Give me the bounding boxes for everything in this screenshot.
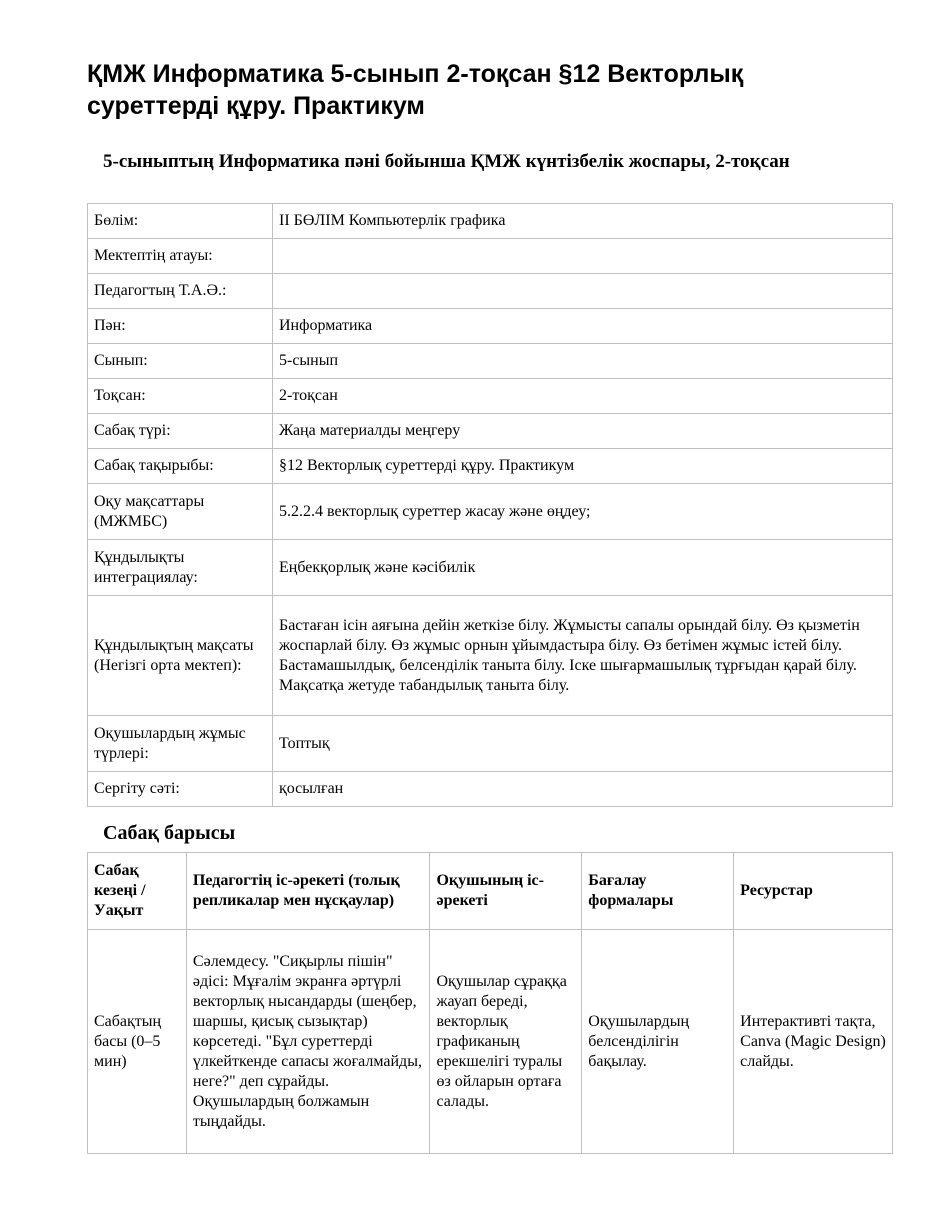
info-row bbox=[88, 274, 893, 309]
info-label: Сабақ тақырыбы: bbox=[88, 449, 273, 484]
info-row bbox=[88, 716, 893, 772]
info-label: Оқушылардың жұмыс түрлері: bbox=[88, 716, 273, 772]
info-label: Құндылықты интеграциялау: bbox=[88, 540, 273, 596]
lesson-cell: Оқушылардың белсенділігін бақылау. bbox=[582, 930, 734, 1154]
info-value: 5-сынып bbox=[273, 344, 893, 379]
info-value: §12 Векторлық суреттерді құру. Практикум bbox=[273, 449, 893, 484]
info-row bbox=[88, 379, 893, 414]
info-row bbox=[88, 540, 893, 596]
info-row bbox=[88, 596, 893, 716]
info-value bbox=[273, 274, 893, 309]
info-row bbox=[88, 484, 893, 540]
info-value: ІІ БӨЛІМ Компьютерлік графика bbox=[273, 204, 893, 239]
info-label: Мектептің атауы: bbox=[88, 239, 273, 274]
lesson-header-cell: Бағалау формалары bbox=[582, 853, 734, 930]
info-label: Сынып: bbox=[88, 344, 273, 379]
lesson-header-cell: Педагогтің іс-әрекеті (толық репликалар мен нұсқаулар) bbox=[186, 853, 430, 930]
info-value: Еңбекқорлық және кәсібилік bbox=[273, 540, 893, 596]
lesson-cell: Оқушылар сұраққа жауап береді, векторлық графиканың ерекшелігі туралы өз ойларын ортаға салады. bbox=[430, 930, 582, 1154]
lesson-header-row bbox=[88, 853, 893, 930]
info-row bbox=[88, 449, 893, 484]
info-row bbox=[88, 239, 893, 274]
lesson-cell: Сәлемдесу. "Сиқырлы пішін" әдісі: Мұғалім экранға әртүрлі векторлық нысандарды (шеңбер, шаршы, қисық сызықтар) көрсетеді. "Бұл суреттерді үлкейткенде сапасы жоғалмайды, неге?" деп сұрайды. Оқушылардың болжамын тыңдайды. bbox=[186, 930, 430, 1154]
info-row bbox=[88, 309, 893, 344]
info-label: Пән: bbox=[88, 309, 273, 344]
lesson-header-cell: Сабақ кезеңі / Уақыт bbox=[88, 853, 187, 930]
info-label: Сабақ түрі: bbox=[88, 414, 273, 449]
info-label: Оқу мақсаттары (МЖМБС) bbox=[88, 484, 273, 540]
info-value bbox=[273, 239, 893, 274]
lesson-cell: Интерактивті тақта, Canva (Magic Design) слайды. bbox=[734, 930, 893, 1154]
lesson-header-cell: Ресурстар bbox=[734, 853, 893, 930]
info-value: 2-тоқсан bbox=[273, 379, 893, 414]
info-row bbox=[88, 204, 893, 239]
page-title: ҚМЖ Информатика 5-сынып 2-тоқсан §12 Векторлық суреттерді құру. Практикум bbox=[87, 60, 744, 120]
info-value: Информатика bbox=[273, 309, 893, 344]
info-label: Құндылықтың мақсаты (Негізгі орта мектеп): bbox=[88, 596, 273, 716]
plan-subtitle: 5-сыныптың Информатика пәні бойынша ҚМЖ күнтізбелік жоспары, 2-тоқсан bbox=[103, 151, 790, 172]
info-label: Бөлім: bbox=[88, 204, 273, 239]
info-value: Жаңа материалды меңгеру bbox=[273, 414, 893, 449]
info-row bbox=[88, 414, 893, 449]
info-label: Сергіту сәті: bbox=[88, 772, 273, 807]
info-value: 5.2.2.4 векторлық суреттер жасау және өңдеу; bbox=[273, 484, 893, 540]
lesson-table bbox=[87, 852, 893, 1154]
info-value: Бастаған ісін аяғына дейін жеткізе білу. Жұмысты сапалы орындай білу. Өз қызметін жоспарлай білу. Өз жұмыс орнын ұйымдастыра білу. Өз бетімен жұмыс істей білу. Бастамашылдық, белсенділік таныта білу. Іске шығармашылық тұрғыдан қарай білу. Мақсатқа жетуде табандылық таныта білу. bbox=[273, 596, 893, 716]
info-row bbox=[88, 344, 893, 379]
info-label: Педагогтың Т.А.Ә.: bbox=[88, 274, 273, 309]
info-table bbox=[87, 203, 893, 807]
info-label: Тоқсан: bbox=[88, 379, 273, 414]
lesson-cell: Сабақтың басы (0–5 мин) bbox=[88, 930, 187, 1154]
section-title: Сабақ барысы bbox=[103, 822, 236, 844]
info-row bbox=[88, 772, 893, 807]
lesson-row bbox=[88, 930, 893, 1154]
lesson-header-cell: Оқушының іс-әрекеті bbox=[430, 853, 582, 930]
info-value: қосылған bbox=[273, 772, 893, 807]
info-value: Топтық bbox=[273, 716, 893, 772]
